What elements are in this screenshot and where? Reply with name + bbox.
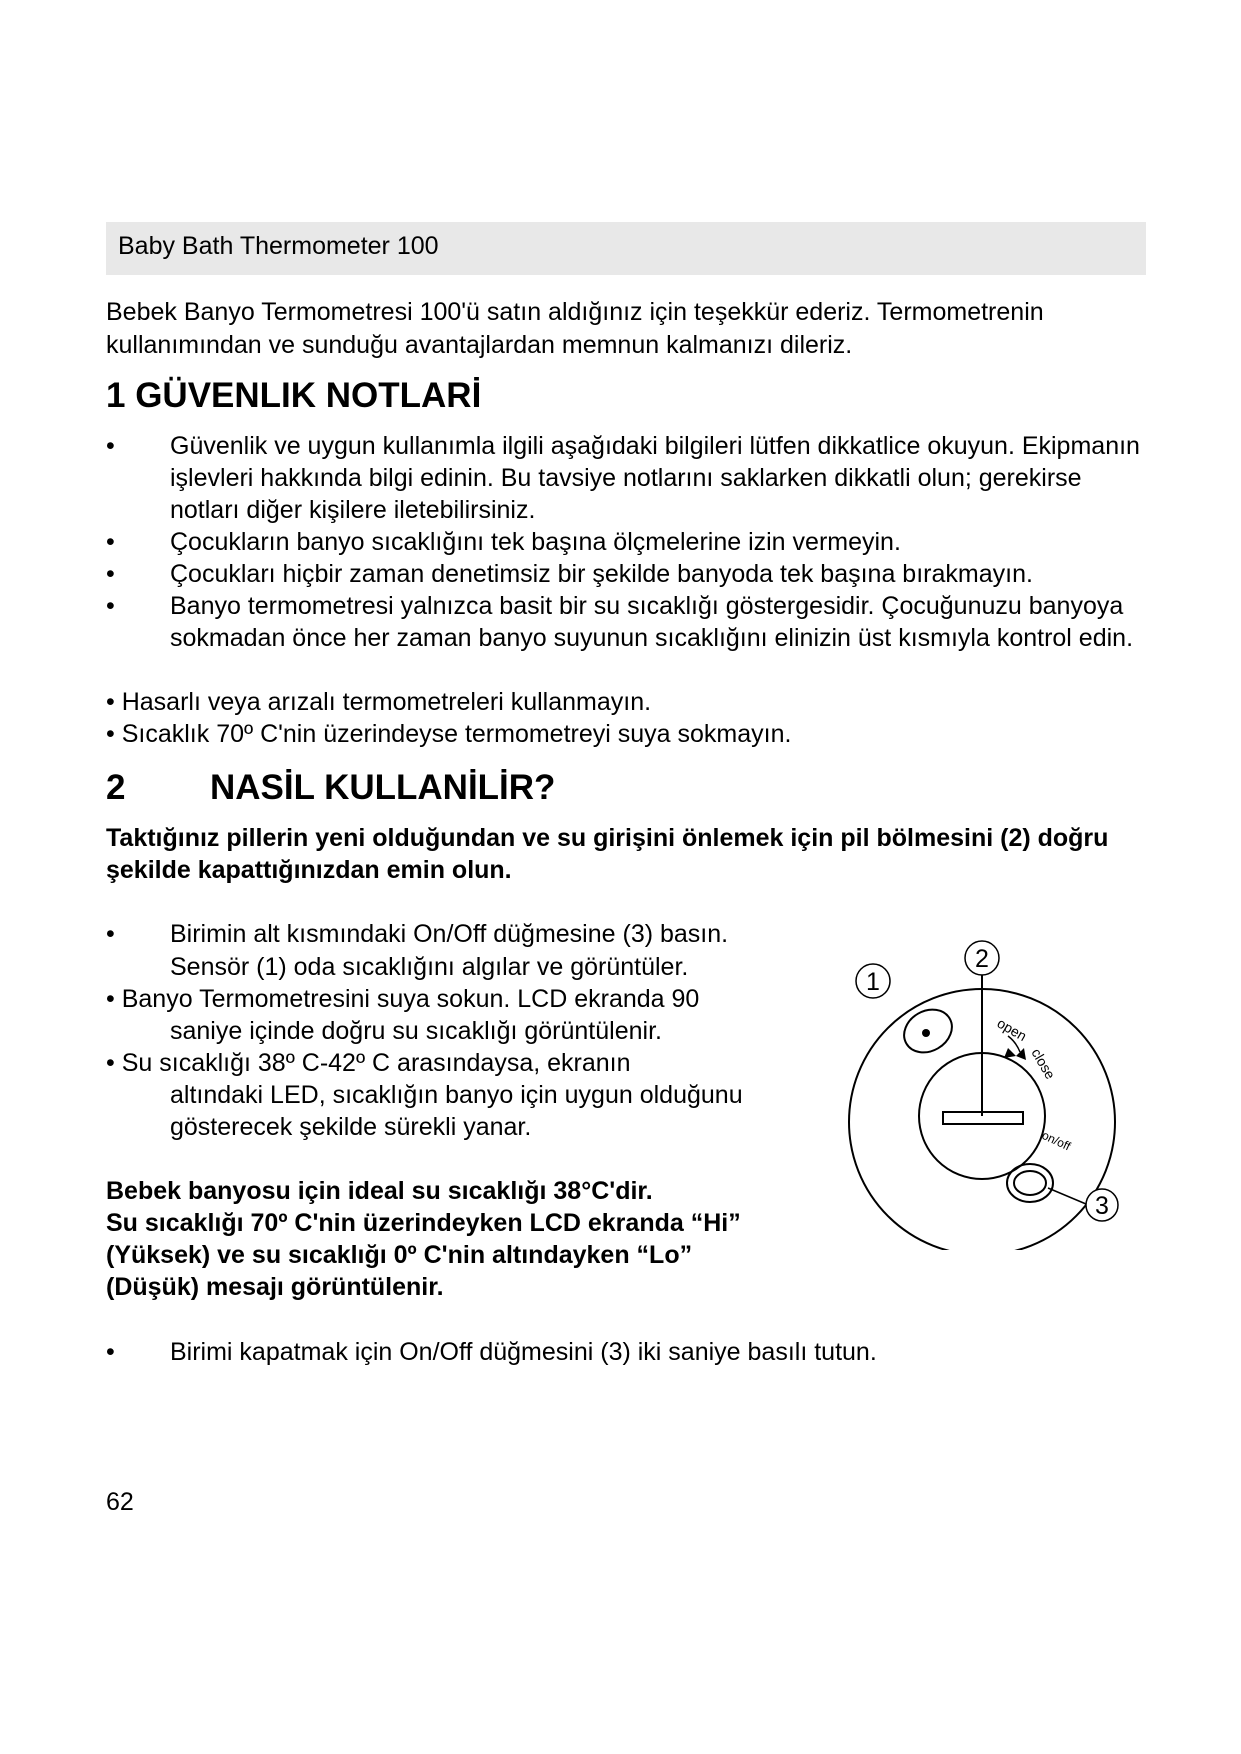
document-title: Baby Bath Thermometer 100: [118, 232, 439, 260]
list-item-text: Çocukları hiçbir zaman denetimsiz bir şekilde banyoda tek başına bırakmayın.: [170, 560, 1033, 588]
list-item-text: Su sıcaklığı 38º C-42º C arasındaysa, ekranın: [121, 1049, 631, 1077]
list-item-text: Banyo Termometresini suya sokun. LCD ekranda 90: [121, 985, 700, 1013]
bullet-icon: •: [106, 920, 115, 948]
bullet-icon: •: [106, 560, 115, 588]
list-item: [106, 526, 1156, 558]
section1-heading: 1 GÜVENLIK NOTLARİ: [106, 376, 482, 415]
bullet-icon: •: [106, 592, 115, 620]
list-item: [106, 1336, 1166, 1368]
list-item-continuation: saniye içinde doğru su sıcaklığı görüntülenir.: [170, 1017, 662, 1045]
open-label: open: [994, 1014, 1030, 1045]
callout-label-1: 1: [866, 968, 880, 996]
list-item: [106, 983, 826, 1015]
arrow-icon: [1016, 1048, 1026, 1060]
list-item-continuation: gösterecek şekilde sürekli yanar.: [170, 1113, 532, 1141]
list-item: [106, 590, 1156, 654]
hi-lo-note-line: (Düşük) mesajı görüntülenir.: [106, 1273, 444, 1301]
bullet-icon: •: [106, 528, 115, 556]
bullet-icon: •: [106, 1338, 115, 1366]
list-item-text: Çocukların banyo sıcaklığını tek başına ölçmelerine izin vermeyin.: [170, 528, 901, 556]
list-item-text: Güvenlik ve uygun kullanımla ilgili aşağıdaki bilgileri lütfen dikkatlice okuyun. Ekipmanın işlevleri hakkında bilgi edinin. Bu tavsiye notlarını saklarken dikkatli olun; gerekirse notları diğer kişilere iletebilirsiniz.: [170, 432, 1140, 524]
list-item: [106, 718, 1156, 750]
list-item: [106, 686, 1156, 718]
bullet-icon: •: [106, 720, 115, 748]
page-number: 62: [106, 1488, 134, 1516]
onoff-button-inner: [1014, 1171, 1046, 1195]
bullet-icon: •: [106, 985, 115, 1013]
callout-label-3: 3: [1095, 1192, 1109, 1220]
list-item-continuation: altındaki LED, sıcaklığın banyo için uygun olduğunu: [170, 1081, 743, 1109]
section2-bold-intro: Taktığınız pillerin yeni olduğundan ve su girişini önlemek için pil bölmesini (2) doğru şekilde kapattığınızdan emin olun.: [106, 824, 1109, 884]
section2-heading: NASİL KULLANİLİR?: [210, 768, 556, 807]
hi-lo-note-line: Su sıcaklığı 70º C'nin üzerindeyken LCD ekranda “Hi”: [106, 1209, 741, 1237]
arrow-icon: [1004, 1048, 1016, 1058]
bullet-icon: •: [106, 1049, 115, 1077]
ideal-temp-note: Bebek banyosu için ideal su sıcaklığı 38°C'dir.: [106, 1177, 653, 1205]
list-item-text: Birimin alt kısmındaki On/Off düğmesine (3) basın.: [170, 920, 729, 948]
callout-line-3: [1048, 1188, 1086, 1204]
list-item-text: Hasarlı veya arızalı termometreleri kullanmayın.: [121, 688, 652, 716]
list-item: [106, 558, 1166, 590]
header-bar: [106, 222, 1146, 275]
bullet-icon: •: [106, 432, 115, 460]
hi-lo-note-line: (Yüksek) ve su sıcaklığı 0º C'nin altındayken “Lo”: [106, 1241, 693, 1269]
list-item-text: Banyo termometresi yalnızca basit bir su sıcaklığı göstergesidir. Çocuğunuzu banyoya sokmadan önce her zaman banyo suyunun sıcaklığını elinizin üst kısmıyla kontrol edin.: [170, 592, 1134, 652]
onoff-label: on/off: [1039, 1128, 1073, 1154]
intro-paragraph: Bebek Banyo Termometresi 100'ü satın aldığınız için teşekkür ederiz. Termometrenin kullanımından ve sunduğu avantajlardan memnun kalmanızı dileriz.: [106, 298, 1044, 359]
sensor-dot: [922, 1029, 930, 1037]
list-item-text: Birimi kapatmak için On/Off düğmesini (3) iki saniye basılı tutun.: [170, 1338, 877, 1366]
list-item: [106, 918, 826, 950]
list-item-text: Sıcaklık 70º C'nin üzerindeyse termometreyi suya sokmayın.: [121, 720, 792, 748]
thermometer-diagram: [848, 930, 1148, 1250]
list-item: [106, 1047, 826, 1079]
close-label: close: [1028, 1045, 1059, 1082]
section2-number: 2: [106, 768, 126, 807]
callout-label-2: 2: [975, 945, 989, 973]
list-item: [106, 430, 1156, 526]
bullet-icon: •: [106, 688, 115, 716]
list-item-continuation: Sensör (1) oda sıcaklığını algılar ve görüntüler.: [170, 953, 689, 981]
